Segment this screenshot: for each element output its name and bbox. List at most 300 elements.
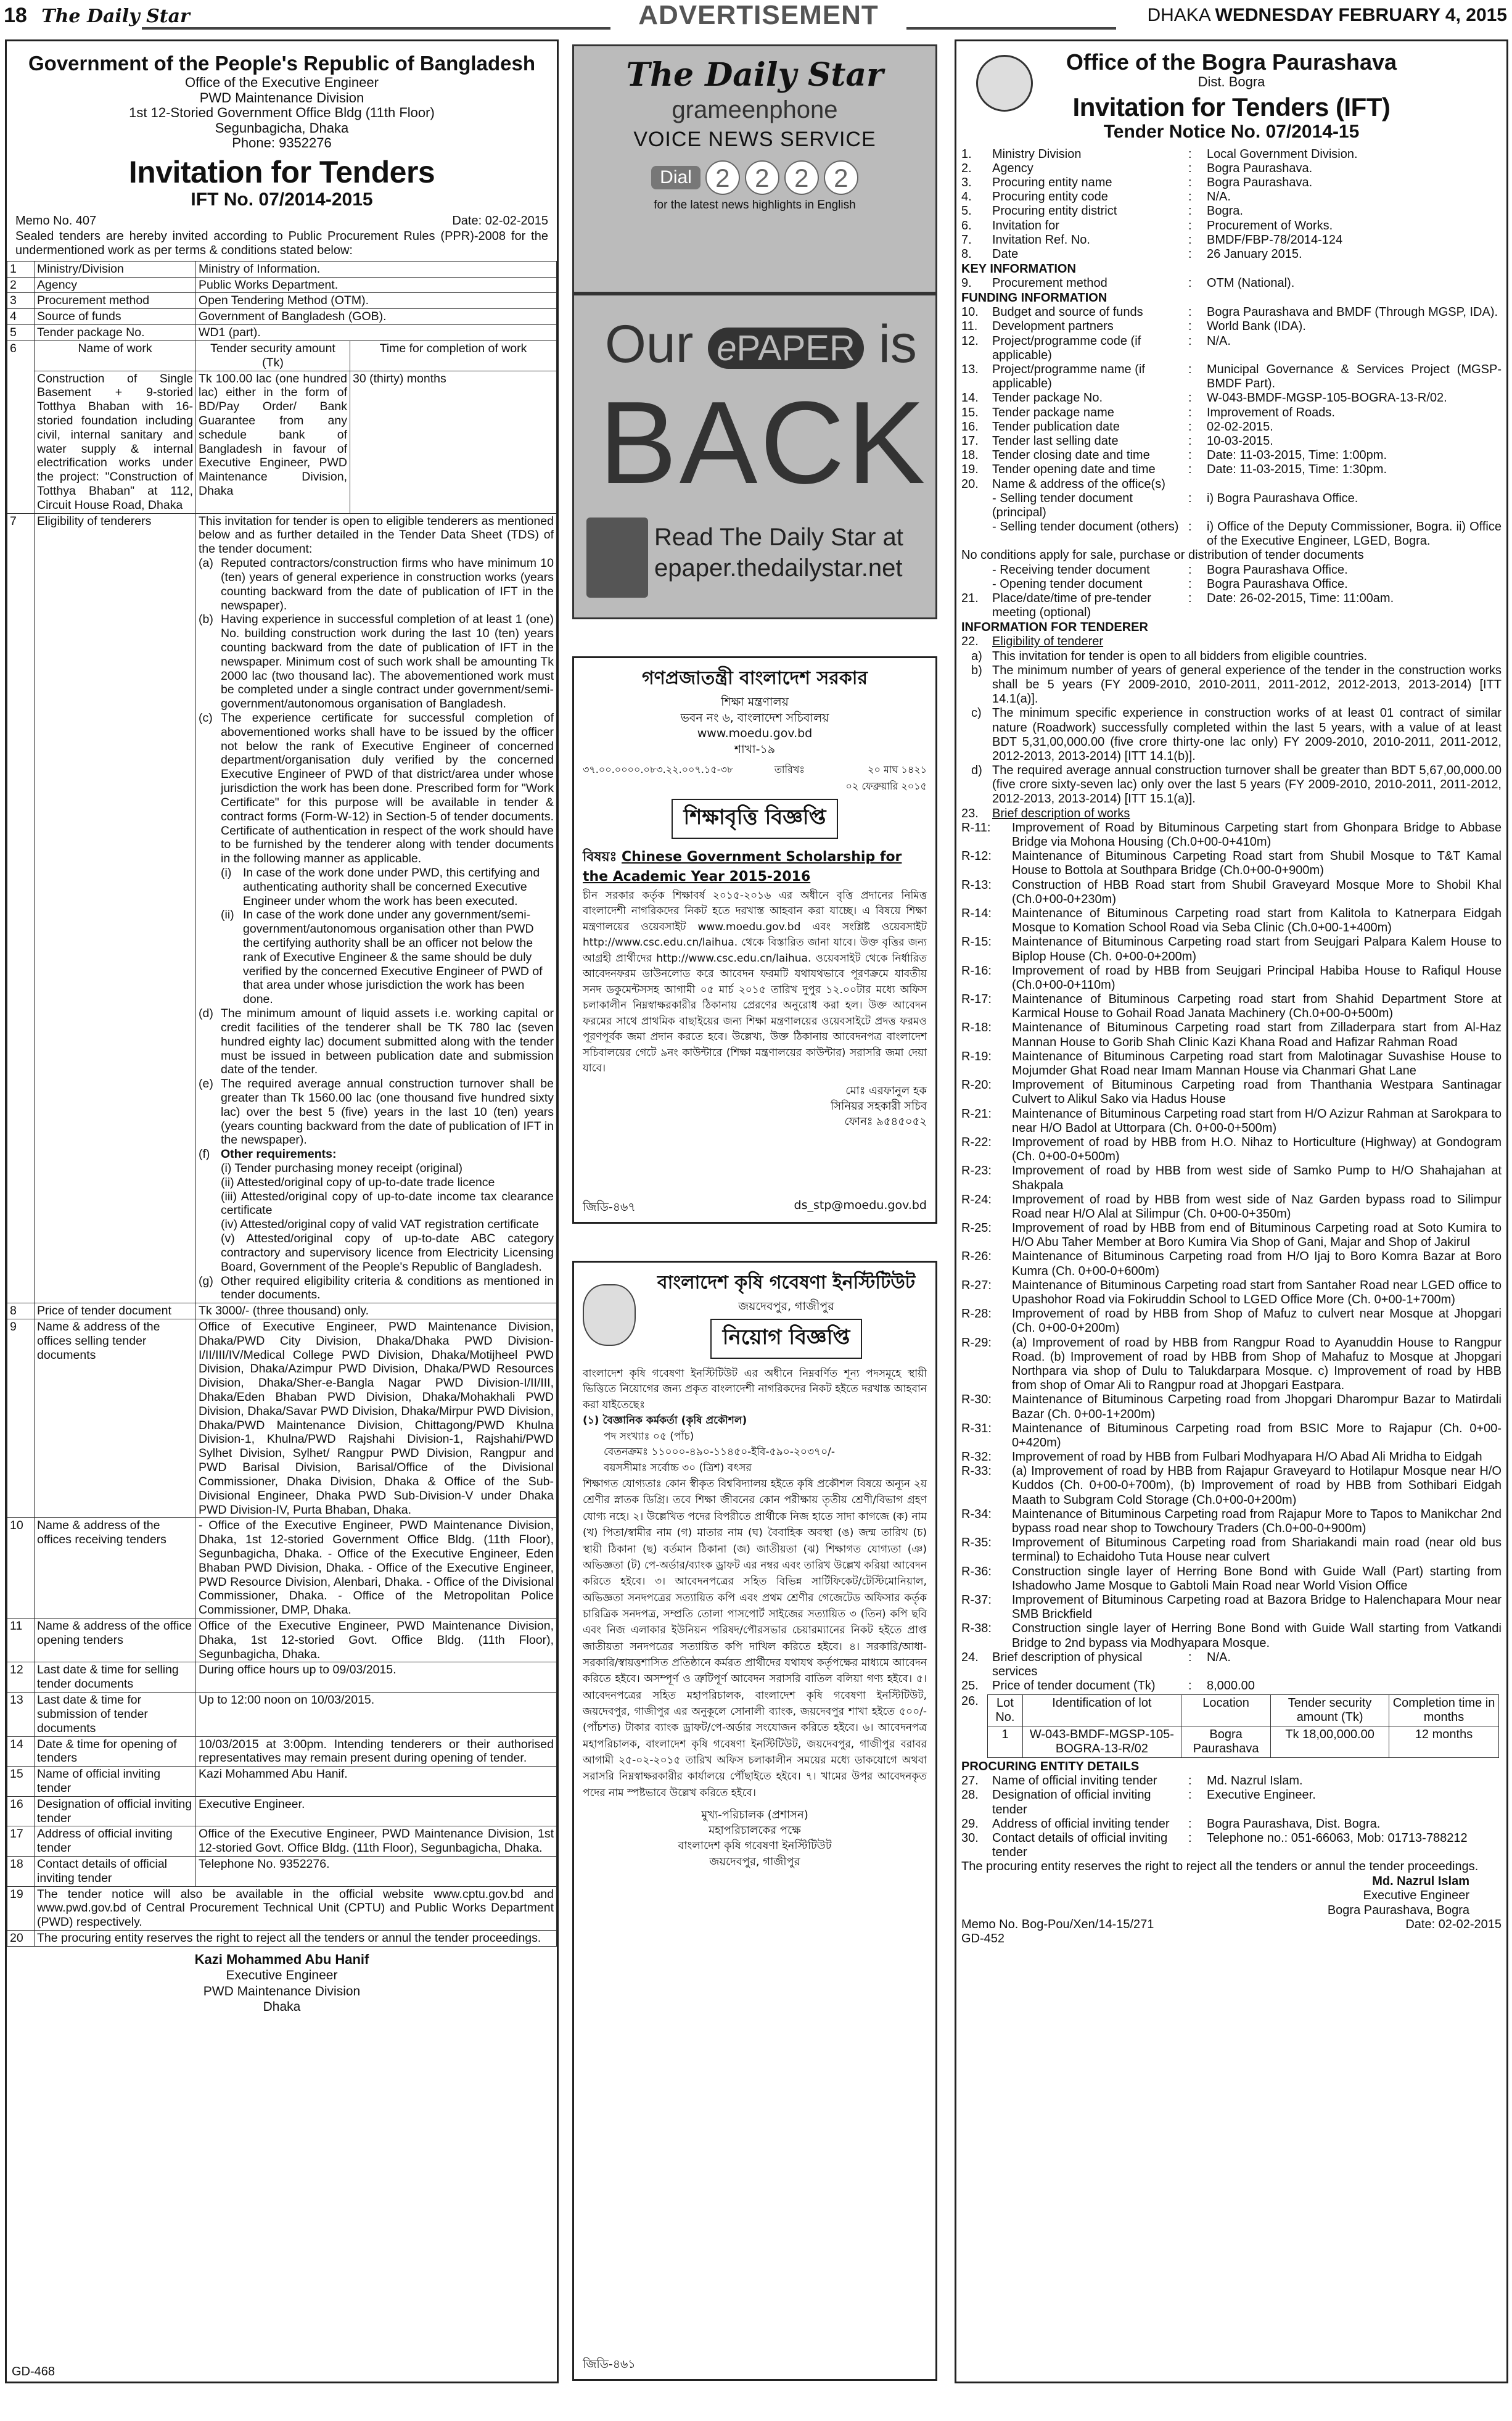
work-item (956, 1536, 1506, 1564)
work-desc: Maintenance of Bituminous Carpeting road start from Seujgari Palpara Kalem House to Biplop House (Ch. 0+00-0+200m) (1012, 935, 1502, 963)
row-value: Tk 3000/- (three thousand) only. (196, 1303, 557, 1319)
bari-name: বাংলাদেশ কৃষি গবেষণা ইনস্টিটিউট (657, 1272, 916, 1293)
row-number: 10. (961, 305, 979, 320)
work-desc: Improvement of road by HBB from west side of Naz Garden bypass road to Silimpur Road near H/O Alal at Silimpur (Ch. 0+00-0+350m) (1012, 1192, 1502, 1221)
colon: : (1188, 276, 1192, 291)
work-code: R-22: (961, 1135, 992, 1149)
item-label: (a) (199, 556, 213, 571)
bogra-office: Office of the Bogra Paurashava (1066, 49, 1397, 75)
bari-intro: বাংলাদেশ কৃষি গবেষণা ইনস্টিটিউট এর অধীনে নিম্নবর্ণিত শূন্য পদসমূহে স্থায়ী ভিত্তিতে নিয়োগের জন্য প্রকৃত বাংলাদেশী নাগরিকদের নিকট হইতে দরখাস্ত আহবান করা যাইতেছেঃ (583, 1367, 927, 1411)
row-value: W-043-BMDF-MGSP-105-BOGRA-13-R/02. (1207, 391, 1447, 405)
list-item (199, 1007, 554, 1077)
row-value: Office of the Executive Engineer, PWD Maintenance Division, Dhaka, 1st 12-storied Govt. Office Bldg. (11th Floor), Segunbagicha, Dhaka. (196, 1619, 557, 1662)
subject-label: বিষয়ঃ (583, 849, 617, 865)
row-key: Eligibility of tenderers (35, 513, 196, 1303)
item-label: (d) (199, 1007, 213, 1021)
reserve-note: The procuring entity reserves the right to reject all the tenders or annul the tender proceedings. (35, 1931, 557, 1947)
row-value: World Bank (IDA). (1207, 320, 1306, 334)
colon: : (1188, 592, 1192, 605)
table-cell: 12 months (1389, 1726, 1499, 1758)
bogra-tender-ad (955, 39, 1508, 2383)
work-item (956, 1279, 1506, 1307)
row-number: 7. (961, 233, 972, 247)
work-item (956, 1021, 1506, 1049)
bari-count: পদ সংখ্যাঃ ০৫ (পাঁচ) (604, 1430, 694, 1443)
work-item (956, 1136, 1506, 1164)
row-number: 13. (961, 363, 979, 376)
row-key: Place/date/time of pre-tender meeting (optional) (992, 592, 1151, 620)
work-item (956, 1450, 1506, 1464)
work-code: R-11: (961, 820, 991, 835)
work-item (956, 1336, 1506, 1393)
work-item (956, 1507, 1506, 1536)
row-number: 14. (961, 391, 979, 405)
table-cell: 1 (988, 1726, 1023, 1758)
col-header: Identification of lot (1022, 1695, 1181, 1726)
epaper-ad (572, 294, 937, 619)
pwd-title: Invitation for Tenders (128, 155, 435, 190)
row-value: Up to 12:00 noon on 10/03/2015. (196, 1693, 557, 1736)
row-number: 19. (961, 463, 979, 477)
work-desc: Construction single layer of Herring Bone Bond with Guide Wall starting from Vatkandi Bridge to 2nd bypass via Modhyapara Mosque. (1012, 1622, 1502, 1650)
table-cell: Tk 18,00,000.00 (1271, 1726, 1389, 1758)
list-item (199, 612, 554, 711)
work-item (956, 1164, 1506, 1192)
row-value: i) Office of the Deputy Commissioner, Bogra. ii) Office of the Executive Engineer, LGED, Bogra. (1207, 520, 1502, 548)
row-key: - Receiving tender document (992, 563, 1150, 577)
epaper-badge (708, 328, 864, 369)
list-item (956, 706, 1506, 764)
work-item (956, 1193, 1506, 1221)
list-item (956, 764, 1506, 807)
row-key: Project/programme code (if applicable) (992, 334, 1141, 362)
row-value: 02-02-2015. (1207, 419, 1273, 434)
moe-dates (846, 762, 927, 795)
moe-footer (583, 1198, 927, 1218)
colon: : (1188, 1817, 1192, 1831)
requirement-item: (iv) Attested/original copy of valid VAT registration certificate (221, 1218, 539, 1232)
table-row (7, 1767, 557, 1797)
kv-row (956, 176, 1506, 190)
bogra-memo: Memo No. Bog-Pou/Xen/14-15/271 (961, 1918, 1154, 1932)
work-code: R-34: (961, 1507, 992, 1521)
row-value: Municipal Governance & Services Project (MGSP-BMDF Part). (1207, 363, 1502, 391)
item-text: The experience certificate for successful completion of abovementioned works shall have to be issued by the officer not below the rank of Executive Engineer of concerned department/organisation duly verified by the concerned Executive Engineer of PWD of that district/area under whose jurisdiction the work has been done. Prescribed form for "Work Certificate" for this purpose will be available in tender & contract forms (Form-W-12) in Section-5 of tender documents. Certificate of authentication in respect of the work should have to be furnished by the tenderer along with tender documents in the following manner as applicable. (221, 711, 554, 866)
pwd-memo: Memo No. 407 (15, 213, 97, 228)
kv-row (956, 406, 1506, 420)
kv-row (956, 492, 1506, 520)
work-desc: Improvement of road by HBB from H.O. Nihaz to Horticulture (Highway) at Gondogram (Ch. 0+00-0+500m) (1012, 1135, 1502, 1164)
moe-signer-title: সিনিয়র সহকারী সচিব (831, 1099, 927, 1113)
work-name: Construction of Single Basement + 9-storied Totthya Bhaban with 16-storied foundation including civil, internal sanitary and water supply & internal electrification works under the project: "Construction of Totthya Bhaban" at 112, Circuit House Road, Dhaka (35, 371, 196, 513)
work-code: R-13: (961, 878, 992, 892)
colon: : (1188, 305, 1192, 320)
kv-row (956, 1679, 1506, 1693)
paper-word: PAPER (736, 328, 855, 368)
work-code: R-30: (961, 1393, 992, 1407)
row-number: 5 (7, 325, 35, 341)
row-number: 23. (961, 806, 979, 820)
pwd-date: Date: 02-02-2015 (452, 213, 548, 228)
kv-row (956, 219, 1506, 233)
row-key: Agency (35, 277, 196, 293)
list-item (221, 908, 554, 1007)
work-item (956, 935, 1506, 963)
item-text: The minimum number of years of general experience of the tender in the construction works shall be 5 years (FY 2009-2010, 2010-2011, 2011-2012, 2012-2013, 2013-2014) [ITT 14.1(a)]. (992, 663, 1502, 706)
row-number: 1. (961, 147, 972, 161)
table-cell: W-043-BMDF-MGSP-105-BOGRA-13-R/02 (1022, 1726, 1181, 1758)
list-item (956, 650, 1506, 664)
table-row (7, 325, 557, 341)
section-heading: KEY INFORMATION (961, 262, 1076, 276)
item-label: d) (971, 764, 982, 778)
work-code: R-17: (961, 992, 992, 1007)
work-code: R-19: (961, 1049, 992, 1063)
work-code: R-21: (961, 1107, 992, 1121)
row-number: 28. (961, 1788, 979, 1802)
row-value: OTM (National). (1207, 276, 1295, 291)
row-key: Address of official inviting tender (992, 1817, 1170, 1831)
work-item (956, 992, 1506, 1021)
work-code: R-26: (961, 1250, 992, 1264)
item-text: Other required eligibility criteria & conditions as mentioned in tender documents. (221, 1274, 554, 1302)
row-key: Source of funds (35, 309, 196, 325)
reserve-note (956, 1860, 1506, 1874)
work-desc: Improvement of Bituminous Carpeting road from Thanthania Westpara Santinagar Culvert to Alikul Sako via Hadus House (1012, 1078, 1502, 1107)
row-value: Bogra Paurashava. (1207, 161, 1313, 175)
table-row (7, 1319, 557, 1517)
work-code: R-33: (961, 1464, 992, 1479)
row-key: Procuring entity name (992, 175, 1112, 189)
row-number: 17 (7, 1826, 35, 1857)
signer-name: Md. Nazrul Islam (1372, 1874, 1469, 1888)
colon: : (1188, 1774, 1192, 1788)
row-key: Name & address of the offices selling tender documents (35, 1319, 196, 1517)
list-item (221, 866, 554, 908)
moe-branch: শাখা-১৯ (734, 742, 776, 756)
table-row (7, 293, 557, 309)
kv-row (956, 448, 1506, 463)
kv-row (956, 204, 1506, 218)
row-key: Project/programme name (if applicable) (992, 363, 1145, 391)
row-key: - Selling tender document (principal) (992, 491, 1133, 519)
work-desc: Maintenance of Bituminous Carpeting Road start from Shubil Mosque to T&T Kamal House to Bottola at Southpara Bridge (Ch.0+00-0+900m) (1012, 849, 1502, 878)
row-number: 8 (7, 1303, 35, 1319)
table-row (7, 1931, 557, 1947)
work-item (956, 907, 1506, 935)
list-item (199, 556, 554, 612)
work-code: R-27: (961, 1278, 992, 1292)
work-desc: Maintenance of Bituminous Carpeting road start from Shahid Department Store at Karmical House to Gohail Road Janata Machinery (Ch.0+00-0+500m) (1012, 992, 1502, 1021)
dial-number (574, 160, 935, 195)
row-key: Last date & time for submission of tender documents (35, 1693, 196, 1736)
work-desc: (a) Improvement of road by HBB from Rangpur Road to Ayanuddin House to Rangpur Road. (b) Improvement of road by HBB from Shop of Mahafuz to Mosque at Jhopgari Northpara via shop of Dulu to Talukdarpara Mosque. c) Improvement of road by HBB from shop of Omar Ali to Rangpur road at Jhopgari Eastpara. (1012, 1335, 1502, 1393)
kv-row (956, 391, 1506, 405)
works-title: Brief description of works (992, 806, 1130, 820)
kv-row (956, 1651, 1506, 1679)
lot-section (956, 1693, 1506, 1759)
colon: : (1188, 434, 1192, 448)
work-code: R-25: (961, 1221, 992, 1235)
bari-age: বয়সসীমাঃ সর্বোচ্চ ৩০ (ত্রিশ) বৎসর (604, 1461, 752, 1474)
word-our: Our (605, 315, 694, 374)
row-key: Tender package No. (35, 325, 196, 341)
col-header: Tender security amount (Tk) (1271, 1695, 1389, 1726)
masthead-date (1147, 5, 1507, 26)
work-desc: Maintenance of Bituminous Carpeting road from BSIC More to Rajapur (Ch. 0+00-0+420m) (1012, 1421, 1502, 1450)
requirement-item: (iii) Attested/original copy of up-to-date income tax clearance certificate (221, 1189, 554, 1218)
row-number: 4. (961, 190, 972, 204)
website-note: The tender notice will also be available in the official website www.cptu.gov.bd and www.pwd.gov.bd of Central Procurement Technical Unit (CPTU) and Public Works Department (PWD) respectively. (35, 1886, 557, 1930)
note-text: No conditions apply for sale, purchase or distribution of tender documents (961, 548, 1364, 563)
row-key: Tender publication date (992, 419, 1120, 434)
table-row (7, 309, 557, 325)
moe-memo: ৩৭.০০.০০০০.০৮৩.২২.০০৭.১৫-৩৮ (583, 763, 734, 775)
work-item (956, 1250, 1506, 1278)
row-key: Procuring entity code (992, 190, 1108, 204)
row-number: 20. (961, 477, 979, 491)
row-number: 16. (961, 419, 979, 434)
item-label: (e) (199, 1077, 213, 1091)
kv-row (956, 1774, 1506, 1788)
dial-label: Dial (651, 166, 701, 189)
bogra-seal-icon (976, 55, 1033, 112)
row-number: 15 (7, 1767, 35, 1797)
row-key: Name & address of the offices receiving tenders (35, 1518, 196, 1619)
bogra-signature (956, 1875, 1506, 1918)
colon: : (1188, 204, 1192, 218)
row-number: 8. (961, 247, 972, 261)
row-number: 18. (961, 448, 979, 463)
item-label: c) (971, 706, 982, 720)
section-heading: INFORMATION FOR TENDERER (961, 621, 1148, 635)
row-number: 7 (7, 513, 35, 1303)
row-number: 18 (7, 1857, 35, 1887)
bari-header (583, 1268, 927, 1363)
row-number: 21. (961, 592, 979, 605)
kv-row (956, 162, 1506, 176)
work-code: R-18: (961, 1021, 992, 1035)
row-value: Bogra Paurashava. (1207, 175, 1313, 189)
work-code: R-24: (961, 1192, 992, 1206)
item-text: The minimum specific experience in construction works of at least 01 contract of similar nature (Roadwork) successfully completed within the last 5 years, with a value of at least BDT 5,31,00,000.00 (five crore thirty-one lac only) FY 2009-2010, 2010-2011, 2011-2012, 2012-2013, 2013-2014) [ITT 14.1(b)]. (992, 706, 1502, 763)
kv-row (956, 305, 1506, 320)
row-value: Bogra Paurashava, Dist. Bogra. (1207, 1817, 1381, 1831)
row-number (961, 492, 992, 520)
recruitment-notice (572, 1261, 937, 2381)
bari-footer (583, 2356, 927, 2375)
work-desc: Improvement of road by HBB from Seujgari Principal Habiba House to Rafiqul House (Ch.0+00-0+110m) (1012, 963, 1502, 992)
work-desc: Construction of HBB Road start from Shubil Graveyard Mosque More to Shobil Khal (Ch.0+00-0+230m) (1012, 878, 1502, 906)
signer-division: PWD Maintenance Division (203, 1984, 361, 1998)
row-key: Price of tender document (35, 1303, 196, 1319)
work-desc: Maintenance of Bituminous Carpeting road from Jhopgari Dharompur Bazar to Matirdali Bazar (Ch. 0+00-1+200m) (1012, 1393, 1502, 1421)
row-key: Tender last selling date (992, 434, 1119, 448)
work-code: R-23: (961, 1164, 992, 1178)
eligibility-cell (196, 513, 557, 1303)
table-row (7, 1693, 557, 1736)
item-text: The minimum amount of liquid assets i.e. working capital or credit facilities of the tenderer shall be TK 780 lac (seven hundred eighty lac) document submitted along with the tender must be issued in between publication date and submission date of the tender. (221, 1007, 554, 1077)
moe-email[interactable]: ds_stp@moedu.gov.bd (794, 1198, 927, 1212)
row-value: N/A. (1207, 190, 1231, 204)
moe-title: শিক্ষাবৃত্তি বিজ্ঞপ্তি (672, 799, 839, 839)
row-value: Office of the Executive Engineer, PWD Maintenance Division, 1st 12-storied Govt. Office Bldg. (11th Floor), Segunbagicha, Dhaka. (196, 1826, 557, 1857)
completion-time: 30 (thirty) months (350, 371, 557, 513)
work-code: R-32: (961, 1450, 992, 1464)
row-number: 11 (7, 1619, 35, 1662)
work-item (956, 1393, 1506, 1421)
ad-logo: The Daily Star (626, 56, 884, 94)
col-header: Completion time in months (1389, 1695, 1499, 1726)
row-number (961, 577, 992, 592)
epaper-headline (605, 314, 917, 375)
list-item (199, 711, 554, 866)
item-text: Having experience in successful completion of at least 1 (one) No. building construction work during the last 10 (ten) years counting backward from the date of publication of IFT in the newspaper. Minimum cost of such work shall be amounting Tk 2000 lac (two thousand lac). The abovementioned work must be completed under a single contract under government/semi-government/autonomous organisation of Bangladesh. (221, 612, 554, 711)
word-is: is (878, 315, 917, 374)
row-key: Price of tender document (Tk) (992, 1679, 1156, 1693)
col-header: Time for completion of work (350, 340, 557, 371)
row-key: Date (992, 247, 1019, 261)
pwd-ift: IFT No. 07/2014-2015 (191, 189, 373, 210)
colon: : (1188, 233, 1192, 247)
kv-row (956, 520, 1506, 548)
work-code: R-29: (961, 1335, 992, 1350)
work-desc: Maintenance of Bituminous Carpeting road start from Zilladerpara start from Al-Haz Mannan House to Gorib Shah Clinic Kazi Khana Road and Hafizar Rahman Road (1012, 1021, 1502, 1049)
bari-body: শিক্ষাগত যোগ্যতাঃ কোন স্বীকৃত বিশ্ববিদ্যালয় হইতে কৃষি প্রকৌশল বিষয়ে অন্যূন ২য় শ্রেণীর স্নাতক ডিগ্রি। তবে শিক্ষা জীবনের কোন পরীক্ষায় তৃতীয় শ্রেণী/বিভাগ গ্রহণ যোগ্য নহে। ২। উল্লেখিত পদের বিপরীতে প্রার্থীকে নিজ হাতে সাদা কাগজে (ক) নাম (খ) পিতা/স্বামীর নাম (গ) মাতার নাম (ঘ) বৈবাহিক অবস্থা (ঙ) জন্ম তারিখ (চ) স্থায়ী ঠিকানা (ছ) বর্তমান ঠিকানা (জ) জাতীয়তা (ঝ) শিক্ষাগত যোগ্যতা (ঞ) অভিজ্ঞতা (ট) পে-অর্ডার/ব্যাংক ড্রাফট এর নম্বর এবং তারিখ উল্লেখ করিয়া আবেদন করিতে হইবে। ৩। আবেদনপত্রের সহিত বিভিন্ন সার্টিফিকেট/টেস্টিমোনিয়াল, অভিজ্ঞতা সনদপত্রের সত্যায়িত কপি এবং প্রথম শ্রেণীর গেজেটেড অফিসার কর্তৃক চারিত্রিক সনদপত্র, সম্প্রতি তোলা পাসপোর্ট সাইজের সত্যায়িত ৩ (তিন) কপি ছবি এবং নিজ এলাকার ইউনিয়ন পরিষদ/পৌরসভার চেয়ারম্যানের নিকট হইতে প্রাপ্ত জাতীয়তা সনদপত্রের সত্যায়িত কপি দাখিল করিতে হইবে। ৪। সরকারি/আধা-সরকারি/স্বায়ত্তশাসিত প্রতিষ্ঠানে কর্মরত প্রার্থীদের যথাযথ কর্তৃপক্ষের মাধ্যমে আবেদন করিতে হইবে। অসম্পূর্ণ ও ত্রুটিপূর্ণ আবেদন সরাসরি বাতিল বলিয়া গণ্য হইবে। ৫। আবেদনপত্রের সহিত মহাপরিচালক, বাংলাদেশ কৃষি গবেষণা ইনস্টিটিউট, জয়দেবপুর, গাজীপুর এর অনুকূলে সোনালী ব্যাংক, জয়দেবপুর শাখা হইতে ৫০০/- (পাঁচশত) টাকার ব্যাংক ড্রাফট/পে-অর্ডার সংযোজন করিতে হইবে। ৬। আবেদনপত্র মহাপরিচালক, বাংলাদেশ কৃষি গবেষণা ইনস্টিটিউট, জয়দেবপুর, গাজীপুর বরাবর আগামী ২৫-০২-২০১৫ তারিখ অফিস চলাকালীন সময়ের মধ্যে ডাকযোগে অথবা সরাসরি নিম্নস্বাক্ষরকারীর কার্যালয়ে পৌঁছাইতে হইবে। ৭। খামের উপর আবেদনকৃত পদের নাম স্পষ্টভাবে উল্লেখ করিতে হইবে। (583, 1478, 927, 1799)
pwd-tender-ad (5, 39, 559, 2383)
list-item (199, 1274, 554, 1303)
table-row (7, 1886, 557, 1930)
row-key: Procurement method (992, 276, 1107, 291)
row-number: 27. (961, 1774, 979, 1788)
row-key: Tender opening date and time (992, 463, 1156, 477)
row-key: Name of official inviting tender (35, 1767, 196, 1797)
colon: : (1188, 1650, 1192, 1664)
kv-row (956, 1788, 1506, 1817)
work-item (956, 1078, 1506, 1107)
pwd-memo-line (7, 210, 557, 229)
eligibility-title: Eligibility of tenderer (992, 635, 1104, 649)
row-number (961, 520, 992, 548)
requirement-item: (v) Attested/original copy of up-to-date ABC category contractory and supervisory licence from Electricity Licensing Board, Government of the People's Republic of Bangladesh. (221, 1232, 554, 1274)
row-number: 9. (961, 276, 972, 291)
moe-signature (583, 1083, 927, 1130)
signer-designation: Executive Engineer (226, 1968, 338, 1983)
colon: : (1188, 147, 1192, 161)
row-value: Date: 26-02-2015, Time: 11:00am. (1207, 592, 1394, 605)
item-text (221, 1147, 554, 1274)
gd-number: জিডি-৪৬১ (583, 2357, 636, 2371)
epaper-url[interactable]: epaper.thedailystar.net (654, 555, 903, 582)
row-number: 6 (7, 340, 35, 513)
table-row (7, 340, 557, 371)
item-text: This invitation for tender is open to all bidders from eligible countries. (992, 649, 1368, 663)
kv-row (956, 247, 1506, 262)
row-number: 16 (7, 1796, 35, 1826)
work-desc: Improvement of road by HBB from Fulbari Modhyapara H/O Abad Ali Mridha to Eidgah (1012, 1450, 1482, 1464)
kv-row (956, 577, 1506, 592)
bogra-notice-no: Tender Notice No. 07/2014-15 (1103, 121, 1360, 142)
row-value: Bogra Paurashava Office. (1207, 577, 1348, 591)
work-item (956, 849, 1506, 878)
row-key: Tender closing date and time (992, 448, 1150, 463)
row-value: 26 January 2015. (1207, 247, 1302, 261)
note-text: The procuring entity reserves the right to reject all the tenders or annul the tender proceedings. (961, 1860, 1479, 1874)
bari-signer: মুখ্য-পরিচালক (প্রশাসন) (701, 1809, 808, 1822)
work-item (956, 1622, 1506, 1650)
item-text: In case of the work done under any government/semi-government/autonomous organisation other than PWD the certifying authority shall be an officer not below the rank of Executive Engineer & the same should be duly verified by the concerned Executive Engineer of PWD of that area under whose jurisdiction the work has been done. (243, 908, 543, 1007)
pwd-intro: Sealed tenders are hereby invited according to Public Procurement Rules (PPR)-2008 for the undermentioned work as per terms & conditions stated below: (15, 229, 548, 258)
row-value (1207, 477, 1502, 492)
row-key: Last date & time for selling tender documents (35, 1662, 196, 1693)
colon: : (1188, 577, 1192, 591)
bari-scale: বেতনক্রমঃ ১১০০০-৪৯০-১১৪৫০-ইবি-৫৯০-২০৩৭০/- (604, 1446, 835, 1459)
pwd-table (7, 261, 557, 1947)
bogra-date: Date: 02-02-2015 (1405, 1918, 1502, 1932)
work-item (956, 1307, 1506, 1335)
kv-row (956, 334, 1506, 363)
row-value: 10/03/2015 at 3:00pm. Intending tenderers or their authorised representatives may remain present during opening of tender. (196, 1736, 557, 1767)
row-value: Telephone no.: 051-66063, Mob: 01713-788212 (1207, 1831, 1468, 1845)
work-item (956, 1593, 1506, 1622)
row-value: - Office of the Executive Engineer, PWD Maintenance Division, Dhaka, 1st 12-storied Government Office Bldg. (11th Floor), Segunbagicha, Dhaka. - Office of the Executive Engineer, Eden Bhaban PWD Division, Dhaka. - Office of the Executive Engineer, PWD Resource Division, Alenbari, Dhaka. - Office of the Divisional Commissioner, Dhaka. - Office of the Metropolitan Police Commissioner, DMP, Dhaka. (196, 1518, 557, 1619)
colon: : (1188, 1831, 1192, 1845)
row-key: Development partners (992, 320, 1114, 334)
row-number: 30. (961, 1831, 979, 1845)
table-row (7, 277, 557, 293)
bogra-title: Invitation for Tenders (IFT) (1072, 92, 1391, 122)
row-number: 20 (7, 1931, 35, 1947)
back-word: BACK (599, 377, 928, 508)
row-number: 11. (961, 320, 978, 334)
work-desc: Improvement of Bituminous Carpeting road from Shariakandi main road (near old bus terminal) to Echaidoho Tuta House near culvert (1012, 1536, 1502, 1564)
work-desc: Improvement of Road by Bituminous Carpeting start from Ghonpara Bridge to Abbase Bridge via Mohona Housing (Ch.0+00-0+410m) (1012, 820, 1502, 849)
kv-row (956, 592, 1506, 620)
moe-subject (583, 846, 927, 885)
page-number: 18 (4, 4, 27, 27)
work-desc: (a) Improvement of road by HBB from Rajapur Graveyard to Hotilapur Mosque near H/O Kuddos (Ch. 0+00-0+700m), (b) Improvement of road by HBB from Sothibari Eidgah Maath to Subgram Cold Storage (Ch.0+00-0+200m) (1012, 1464, 1502, 1507)
bari-signer-behalf: মহাপরিচালকের পক্ষে (709, 1824, 801, 1837)
work-desc: Maintenance of Bituminous Carpeting road start from H/O Azizur Rahman at Sarokpara to near H/O Badol at Uttorpara (Ch. 0+00-0+500m) (1012, 1107, 1502, 1135)
work-item (956, 1107, 1506, 1136)
colon: : (1188, 405, 1192, 419)
section-heading: FUNDING INFORMATION (961, 291, 1107, 305)
kv-row (956, 563, 1506, 577)
item-text: Reputed contractors/construction firms who have minimum 10 (ten) years of general experience in construction works (years counting backward from the date of publication of IFT in the newspaper). (221, 556, 554, 612)
row-value: Executive Engineer. (196, 1796, 557, 1826)
other-req-head: Other requirements: (221, 1147, 337, 1161)
kv-row (956, 276, 1506, 291)
kv-row (956, 477, 1506, 492)
work-code: R-14: (961, 906, 992, 920)
colon: : (1188, 320, 1192, 334)
row-key: Date & time for opening of tenders (35, 1736, 196, 1767)
item-label: (f) (199, 1147, 210, 1161)
colon: : (1188, 391, 1192, 405)
moe-date-english: ০২ ফেব্রুয়ারি ২০১৫ (845, 780, 927, 792)
table-row (7, 1518, 557, 1619)
dial-digit: 2 (745, 160, 779, 195)
section-title: ADVERTISEMENT (638, 0, 879, 30)
row-value: Local Government Division. (1207, 147, 1358, 161)
colon: : (1188, 363, 1192, 376)
row-value: Kazi Mohammed Abu Hanif. (196, 1767, 557, 1797)
row-value: WD1 (part). (196, 325, 557, 341)
divider (142, 27, 610, 30)
row-value: Bogra. (1207, 204, 1243, 218)
signer-city: Dhaka (263, 1999, 301, 2014)
work-code: R-16: (961, 963, 992, 978)
